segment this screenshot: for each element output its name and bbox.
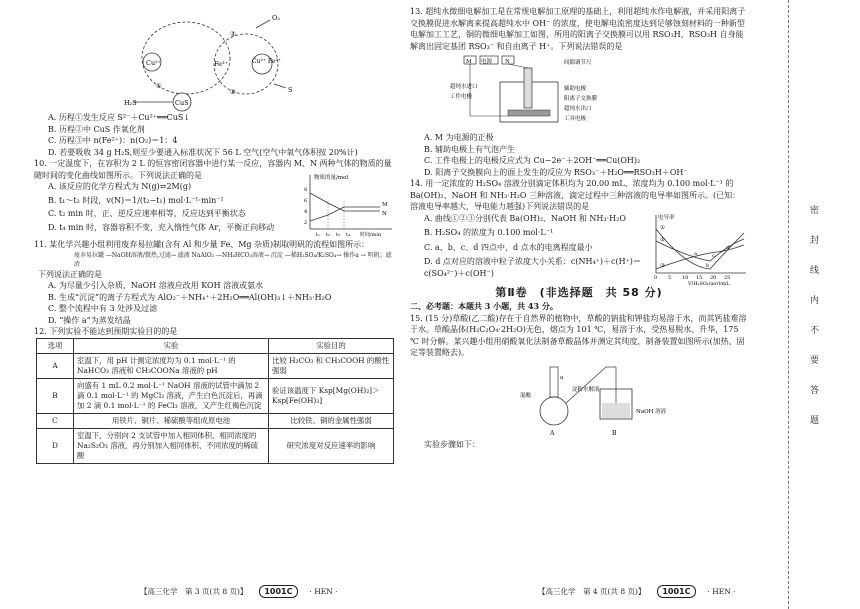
q9-option-a: A. 历程①发生反应 S²⁻＋Cu²⁺══CuS↓ <box>48 113 191 122</box>
mixed-acid-label: 混酸 <box>520 392 532 399</box>
membrane-label: 阳离子交换膜 <box>564 96 598 102</box>
q14-xtick-20: 20 <box>710 274 717 281</box>
cell-purpose: 比较 H₂CO₃ 和 CH₃COOH 的酸性强弱 <box>269 353 394 378</box>
step1-label: ① <box>156 82 162 90</box>
binding-char: 内 <box>810 296 820 306</box>
q10-chart <box>300 171 396 241</box>
q14-chart <box>648 211 748 285</box>
flask-a-marker: a <box>560 374 564 381</box>
q11-option-a: A. 为尽量少引入杂质，NaOH 溶液应改用 KOH 溶液或氨水 <box>48 281 264 290</box>
cell-option: B <box>37 378 74 413</box>
q13-option-c: C. 工件电极上的电极反应式为 Cu−2e⁻＋2OH⁻══Cu(OH)₂ <box>424 156 641 165</box>
q14-stem: 14. 用一定浓度的 H₂SO₄ 溶液分别滴定体积均为 20.00 mL、浓度均为 0.100 mol·L⁻¹ 的 Ba(OH)₂、NaOH 和 NH₃·H₂O 三种溶液，滴定过程中三种溶液的电导率如图所示。(已知：溶液电导率越大，导电能力越强)下列说法错误的是 <box>410 179 741 211</box>
cell-purpose: 研究浓度对反应速率的影响 <box>269 428 394 463</box>
q10-xlabel: 时间/min <box>360 232 382 238</box>
q9-option-c: C. 历程③中 n(Fe²⁺)：n(O₂)＝1：4 <box>48 136 178 145</box>
q11-option-b: B. 生成“沉淀”的离子方程式为 AlO₂⁻＋NH₄⁺＋2H₂O══Al(OH)₃↓＋NH₃·H₂O <box>48 292 332 302</box>
q14-xtick-15: 15 <box>696 274 703 281</box>
page-number: 【高三化学 第 3 页(共 8 页)】 <box>140 587 248 596</box>
q10-series-n <box>310 193 380 211</box>
q14-xtick-10: 10 <box>682 274 689 281</box>
q13-figure <box>410 52 748 132</box>
footer-tag: · HEN · <box>309 587 338 596</box>
q10-ytick-4: 4 <box>304 209 308 215</box>
m-terminal: M <box>466 59 472 65</box>
cell-experiment: 向盛有 1 mL 0.2 mol·L⁻¹ NaOH 溶液的试管中滴加 2 滴 0.1 mol·L⁻¹ 的 MgCl₂ 溶液，产生白色沉淀后，再滴加 2 滴 0.1 mol·L⁻¹ 的 FeCl₃ 溶液，又产生红褐色沉淀 <box>74 378 269 413</box>
binding-char: 题 <box>810 416 820 426</box>
binding-char: 不 <box>810 326 820 336</box>
curve-2-label: ② <box>660 236 665 243</box>
q10-xtick-t3: t₃ <box>336 232 341 238</box>
q14-xtick-25: 25 <box>724 274 731 281</box>
q14-curve-3 <box>656 245 744 269</box>
cell-option: C <box>37 413 74 428</box>
q10-option-a: A. 该反应的化学方程式为 N(g)⇌2M(g) <box>48 182 192 191</box>
point-a: a <box>694 250 697 257</box>
cu-fe-label: Cu²⁺ Fe²⁺ <box>252 58 281 65</box>
exam-code-badge: 1001C <box>657 585 695 598</box>
exam-code-badge: 1001C <box>259 585 297 598</box>
binding-dashed-line <box>788 0 789 609</box>
cell-experiment: 室温下，用 pH 计测定浓度均为 0.1 mol·L⁻¹ 的 NaHCO₃ 溶液和 CH₃COONa 溶液的 pH <box>74 353 269 378</box>
q10-option-b: B. t₁～t₂ 时段，v(N)＝1/(t₂−t₁) mol·L⁻¹·min⁻¹ <box>48 195 224 205</box>
curve-3-label: ③ <box>660 262 665 269</box>
q10-stem: 10. 一定温度下，在容积为 2 L 的恒容密闭容器中进行某一反应，容器内 M、N 两种气体的物质的量随时间的变化曲线如图所示。下列说法正确的是 <box>34 159 392 180</box>
q10-ytick-8: 8 <box>304 187 308 193</box>
cell-experiment: 室温下，分别向 2 支试管中加入相同体积、相同浓度的 Na₂S₂O₃ 溶液，再分别加入相同体积、不同浓度的稀硫酸 <box>74 428 269 463</box>
apparatus-b-label: B <box>612 429 617 437</box>
q9-option-b: B. 历程②中 CuS 作氧化剂 <box>48 124 145 134</box>
naoh-label: NaOH 溶液 <box>636 408 667 415</box>
col-header-option: 选项 <box>37 338 74 353</box>
table-row <box>37 413 394 428</box>
water-inlet-label: 超纯水进口 <box>450 84 478 90</box>
table-row <box>37 378 394 413</box>
cell-option: A <box>37 353 74 378</box>
table-row <box>37 353 394 378</box>
apparatus-a-label: A <box>550 429 555 437</box>
fe-ion-label: Fe³⁺ <box>214 60 229 68</box>
h2s-label: H₂S <box>124 99 137 107</box>
binding-char: 密 <box>810 206 820 216</box>
cu-ion-label: Cu²⁺ <box>146 59 162 67</box>
q12-table <box>36 338 394 464</box>
q11-intro: 下列说法正确的是 <box>38 269 102 279</box>
q14-option-c: C. a、b、c、d 四点中，d 点水的电离程度最小 <box>424 242 593 252</box>
q14-xlabel: V[H₂SO₄(aq)]/mL <box>688 281 730 285</box>
q9-option-d: D. 若要吸收 34 g H₂S,则至少要通入标准状况下 56 L 空气(空气中氧气体积按 20%计) <box>48 147 358 157</box>
s-label: S <box>288 86 293 94</box>
step3-label: ③ <box>230 30 236 38</box>
binding-char: 答 <box>810 386 820 396</box>
binding-char: 线 <box>810 266 820 276</box>
q10-xtick-t2: t₂ <box>326 232 331 238</box>
right-footer <box>538 585 736 598</box>
footer-tag: · HEN · <box>707 587 736 596</box>
cell-experiment: 用铁片、铜片、稀硫酸等组成原电池 <box>74 413 269 428</box>
table-header-row <box>37 338 394 353</box>
cell-option: D <box>37 428 74 463</box>
step2-label: ② <box>230 88 236 96</box>
q12-stem: 12. 下列实验不能达到预期实验目的的是 <box>34 327 178 336</box>
q10-xtick-t1: t₁ <box>316 232 321 238</box>
col-header-purpose: 实验目的 <box>269 338 394 353</box>
work-electrode-label: 工件电极 <box>450 94 473 100</box>
q15-apparatus-svg <box>520 359 720 439</box>
q13-stem: 13. 超纯水微细电解加工是在常规电解加工原理的基础上，利用超纯水作电解液，并采用阳离子交换膜促进水解离来提高超纯水中 OH⁻ 的浓度，使电解电流密度达到足够蚀刻材料的一种新型电解加工工艺，铜的微细电解加工如图，所用的阳离子交换膜可以用 RSO₃H，RSO₃H 自身能解离出固定基团 RSO₃⁻ 和自由离子 H⁺。下列说法错误的是 <box>410 7 746 51</box>
q11-stem: 11. 某化学兴趣小组利用废弃易拉罐(含有 Al 和少量 Fe、Mg 杂质)制取明矾的流程如图所示： <box>34 240 370 249</box>
q13-option-d: D. 阳离子交换膜向上的面上发生的反应为 RSO₃⁻＋H₂O══RSO₃H＋OH⁻ <box>424 167 688 177</box>
q10-block <box>34 175 396 239</box>
tool-electrode-label: 工具电极 <box>564 116 587 122</box>
power-label: 电源 <box>481 59 493 65</box>
left-footer <box>140 585 338 598</box>
q10-n-label: N <box>382 211 387 217</box>
q14-option-b: B. H₂SO₄ 的浓度为 0.100 mol·L⁻¹ <box>424 228 554 237</box>
q14-xtick-5: 5 <box>668 274 672 281</box>
part-two-heading: 二、必考题：本题共 3 小题，共 43 分。 <box>410 301 558 311</box>
point-c: c <box>712 252 715 259</box>
q10-option-d: D. t₄ min 时，容器容积不变，充入惰性气体 Ar，平衡正向移动 <box>48 222 275 232</box>
q14-curve-2 <box>656 239 744 261</box>
q13-option-b: B. 辅助电极上有气泡产生 <box>424 144 515 154</box>
q9-cycle-diagram <box>34 6 396 112</box>
q14-option-a: A. 曲线①②③分别代表 Ba(OH)₂、NaOH 和 NH₃·H₂O <box>424 213 626 223</box>
q14-ylabel: 电导率 <box>658 214 675 221</box>
q13-electrolysis-svg <box>450 52 690 132</box>
q14-xtick-0: 0 <box>654 274 658 281</box>
q15-apparatus <box>410 359 748 439</box>
q11-flow: 废弃易拉罐 —NaOH溶液/微热,过滤→ 滤液 NaAlO₂ —NH₄HCO₃溶液→ 沉淀 —稀H₂SO₄/K₂SO₄→ 操作a → 明矾；滤渣 <box>74 251 392 268</box>
col-header-experiment: 实验 <box>74 338 269 353</box>
q9-cycle-svg <box>34 6 396 112</box>
q10-series-m <box>310 207 380 221</box>
left-column <box>34 6 396 464</box>
q11-option-d: D. “操作 a”为蒸发结晶 <box>48 315 131 325</box>
n-terminal: N <box>505 59 510 65</box>
q13-option-a: A. M 为电源的正极 <box>424 133 494 142</box>
point-d: d <box>726 244 730 251</box>
q14-block <box>410 213 748 283</box>
q11-option-c: C. 整个流程中有 3 处涉及过滤 <box>48 304 158 313</box>
page-number: 【高三化学 第 4 页(共 8 页)】 <box>538 587 646 596</box>
right-column <box>410 6 748 450</box>
curve-1-label: ① <box>660 224 665 231</box>
starch-label: 淀粉水解液 <box>572 386 600 393</box>
q15-stem: 15. (15 分)草酸(乙二酸)存在于自然界的植物中，草酸的钠盐和钾盐均易溶于水，而其钙盐难溶于水。草酸晶体(H₂C₂O₄·2H₂O)无色，熔点为 101 ℃，易溶于水，受热易脱水、升华，175 ℃ 时分解。某兴趣小组用硝酸氧化法制备草酸晶体并测定其纯度，制备装置如图所示(加热、固定等装置略去)。 <box>410 313 747 357</box>
water-outlet-label: 超纯水出口 <box>564 106 592 112</box>
q10-m-label: M <box>382 202 388 208</box>
binding-char: 要 <box>810 356 820 366</box>
table-row <box>37 428 394 463</box>
steps-label: 实验步骤如下： <box>424 439 480 449</box>
q14-option-d: D. d 点对应的溶液中粒子浓度大小关系：c(NH₄⁺)＋c(H⁺)＝c(SO₄²⁻)＋c(OH⁻) <box>424 257 641 278</box>
q10-ytick-6: 6 <box>304 198 308 204</box>
binding-char: 封 <box>810 236 820 246</box>
q10-ytick-2: 2 <box>304 220 308 226</box>
q10-xtick-t4: t₄ <box>346 232 351 238</box>
q10-ylabel: 物质的量/mol <box>314 175 349 181</box>
aux-electrode-label: 辅助电极 <box>564 86 587 92</box>
cell-purpose: 比较铁、铜的金属性强弱 <box>269 413 394 428</box>
section-title: 第Ⅱ卷 (非选择题 共 58 分) <box>495 285 663 299</box>
point-b: b <box>706 262 710 269</box>
cus-label: CuS <box>175 99 189 107</box>
q10-option-c: C. t₂ min 时，正、逆反应速率相等，反应达到平衡状态 <box>48 209 246 218</box>
o2-label: O₂ <box>272 14 280 22</box>
cell-purpose: 验证该温度下 Ksp[Mg(OH)₂]＞Ksp[Fe(OH)₃] <box>269 378 394 413</box>
gap-adjuster-label: 间隙调节尺 <box>564 60 592 66</box>
